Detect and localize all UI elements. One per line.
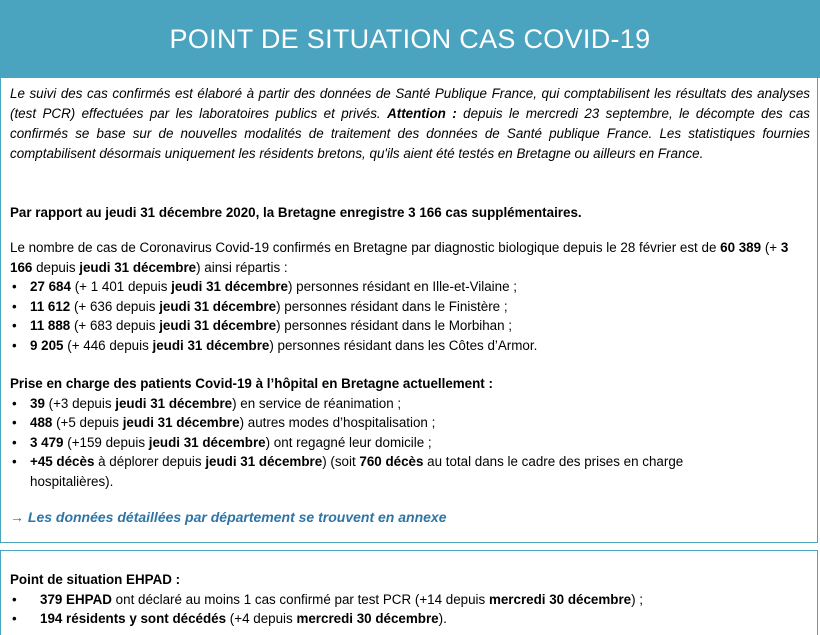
list-item-value: 27 684 [30,279,71,295]
list-item [10,609,810,629]
list-item-date: jeudi 31 décembre [171,279,288,295]
list-item-date: jeudi 31 décembre [159,318,277,334]
list-item-since: depuis [105,337,153,353]
list-item [10,452,810,491]
summary-text: Par rapport au jeudi 31 décembre 2020, la Bretagne enregistre [10,205,409,220]
ehpad-title: Point de situation EHPAD : [10,572,181,587]
cases-total-delta: 3 166 [10,240,789,275]
cases-intro [10,238,810,277]
cases-section [10,238,810,356]
list-item-since: depuis [124,279,172,295]
intro-text: Le suivi des cas confirmés est élaboré à partir des données de Santé Publique France, qui comptabilisent les résultats des analyses (test PCR) effectuées par les laboratoires publics et privés. [10,86,810,121]
list-item [10,590,810,610]
hospital-section [10,374,810,492]
list-item-value: 488 [30,415,53,431]
hospital-title: Prise en charge des patients Covid-19 à l’hôpital en Bretagne actuellement : [10,376,493,391]
list-item-delta: (+ 636 [73,298,113,314]
list-item-date: jeudi 31 décembre [115,395,233,411]
list-item-text: ont déclaré au moins 1 cas confirmé par test PCR (+14 depuis [111,591,489,607]
deaths-text-2: ) (soit [322,454,360,470]
list-item-delta: (+ 1 401 [74,279,125,295]
summary-text-end: cas supplémentaires. [441,205,582,220]
list-item [10,394,810,414]
list-item [10,413,810,433]
list-item [10,433,810,453]
cases-total: 60 389 [720,240,762,255]
list-item-date: jeudi 31 décembre [152,337,270,353]
list-item-value: 9 205 [30,337,64,353]
deaths-text: à déplorer depuis [94,454,206,470]
list-item-delta: (+5 depuis [52,415,123,431]
list-item-value: 39 [30,395,45,411]
summary-value: 3 166 [408,205,442,220]
list-item-value: 379 EHPAD [40,591,112,607]
cases-close: ) ainsi répartis : [196,259,288,275]
list-item-text: (+4 depuis [226,611,297,626]
list-item-value: 194 résidents y sont décédés [40,611,227,626]
deaths-value: +45 décès [30,454,95,470]
annex-link[interactable]: → Les données détaillées par département se trouvent en annexe [10,509,447,525]
page-header [0,0,820,78]
list-item-text: ) personnes résidant dans les Côtes d’Armor. [269,337,538,353]
list-item-text: ) personnes résidant dans le Finistère ; [276,298,508,314]
list-item-delta: (+159 depuis [63,434,149,450]
list-item-date: jeudi 31 décembre [148,434,266,450]
list-item-since: depuis [112,298,160,314]
list-item-date: mercredi 30 décembre [488,591,632,607]
list-item-since: depuis [112,318,160,334]
attention-label: Attention : [387,106,457,121]
department-list [10,277,810,355]
list-item [10,316,810,336]
list-item [10,277,810,297]
list-item-end: ). [438,611,447,626]
deaths-total: 760 décès [359,454,424,470]
list-item-value: 11 888 [30,318,71,334]
hospital-list [10,394,810,492]
cases-open: (+ [761,240,781,255]
list-item-delta: (+3 depuis [44,395,116,411]
list-item-date: jeudi 31 décembre [159,298,277,314]
list-item-date: jeudi 31 décembre [122,415,240,431]
list-item-value: 11 612 [30,298,71,314]
list-item-value: 3 479 [30,434,64,450]
list-item-end: ) ; [631,591,644,607]
list-item-date: mercredi 30 décembre [296,611,439,626]
deaths-date: jeudi 31 décembre [205,454,323,470]
cases-since: depuis [32,259,80,275]
page-title: POINT DE SITUATION CAS COVID-19 [169,23,651,54]
list-item-text: ) personnes résidant en Ille-et-Vilaine ; [287,279,517,295]
intro-paragraph [10,84,810,164]
list-item [10,336,810,356]
list-item-text: ) autres modes d’hospitalisation ; [239,415,436,431]
list-item [10,297,810,317]
list-item-text: ) en service de réanimation ; [232,395,402,411]
list-item-delta: (+ 446 [67,337,106,353]
ehpad-section [10,570,810,629]
ehpad-list [10,590,810,629]
cases-intro-text: Le nombre de cas de Coronavirus Covid-19 confirmés en Bretagne par diagnostic biologique depuis le 28 février est de [10,240,721,255]
cases-date: jeudi 31 décembre [79,259,197,275]
list-item-text: ) ont regagné leur domicile ; [265,434,432,450]
summary-paragraph [10,203,810,223]
intro-text-2: depuis le mercredi 23 septembre, le décompte des cas confirmés se base sur de nouvelles modalités de traitement des données de Santé publique France. Les statistiques fournies comptabilisent désormais uniquement les résidents bretons, qu'ils aient été testés en Bretagne ou ailleurs en France. [10,106,810,161]
deaths-text-end: au total dans le cadre des prises en charge hospitalières). [30,454,684,489]
list-item-delta: (+ 683 [73,318,113,334]
list-item-text: ) personnes résidant dans le Morbihan ; [276,318,513,334]
